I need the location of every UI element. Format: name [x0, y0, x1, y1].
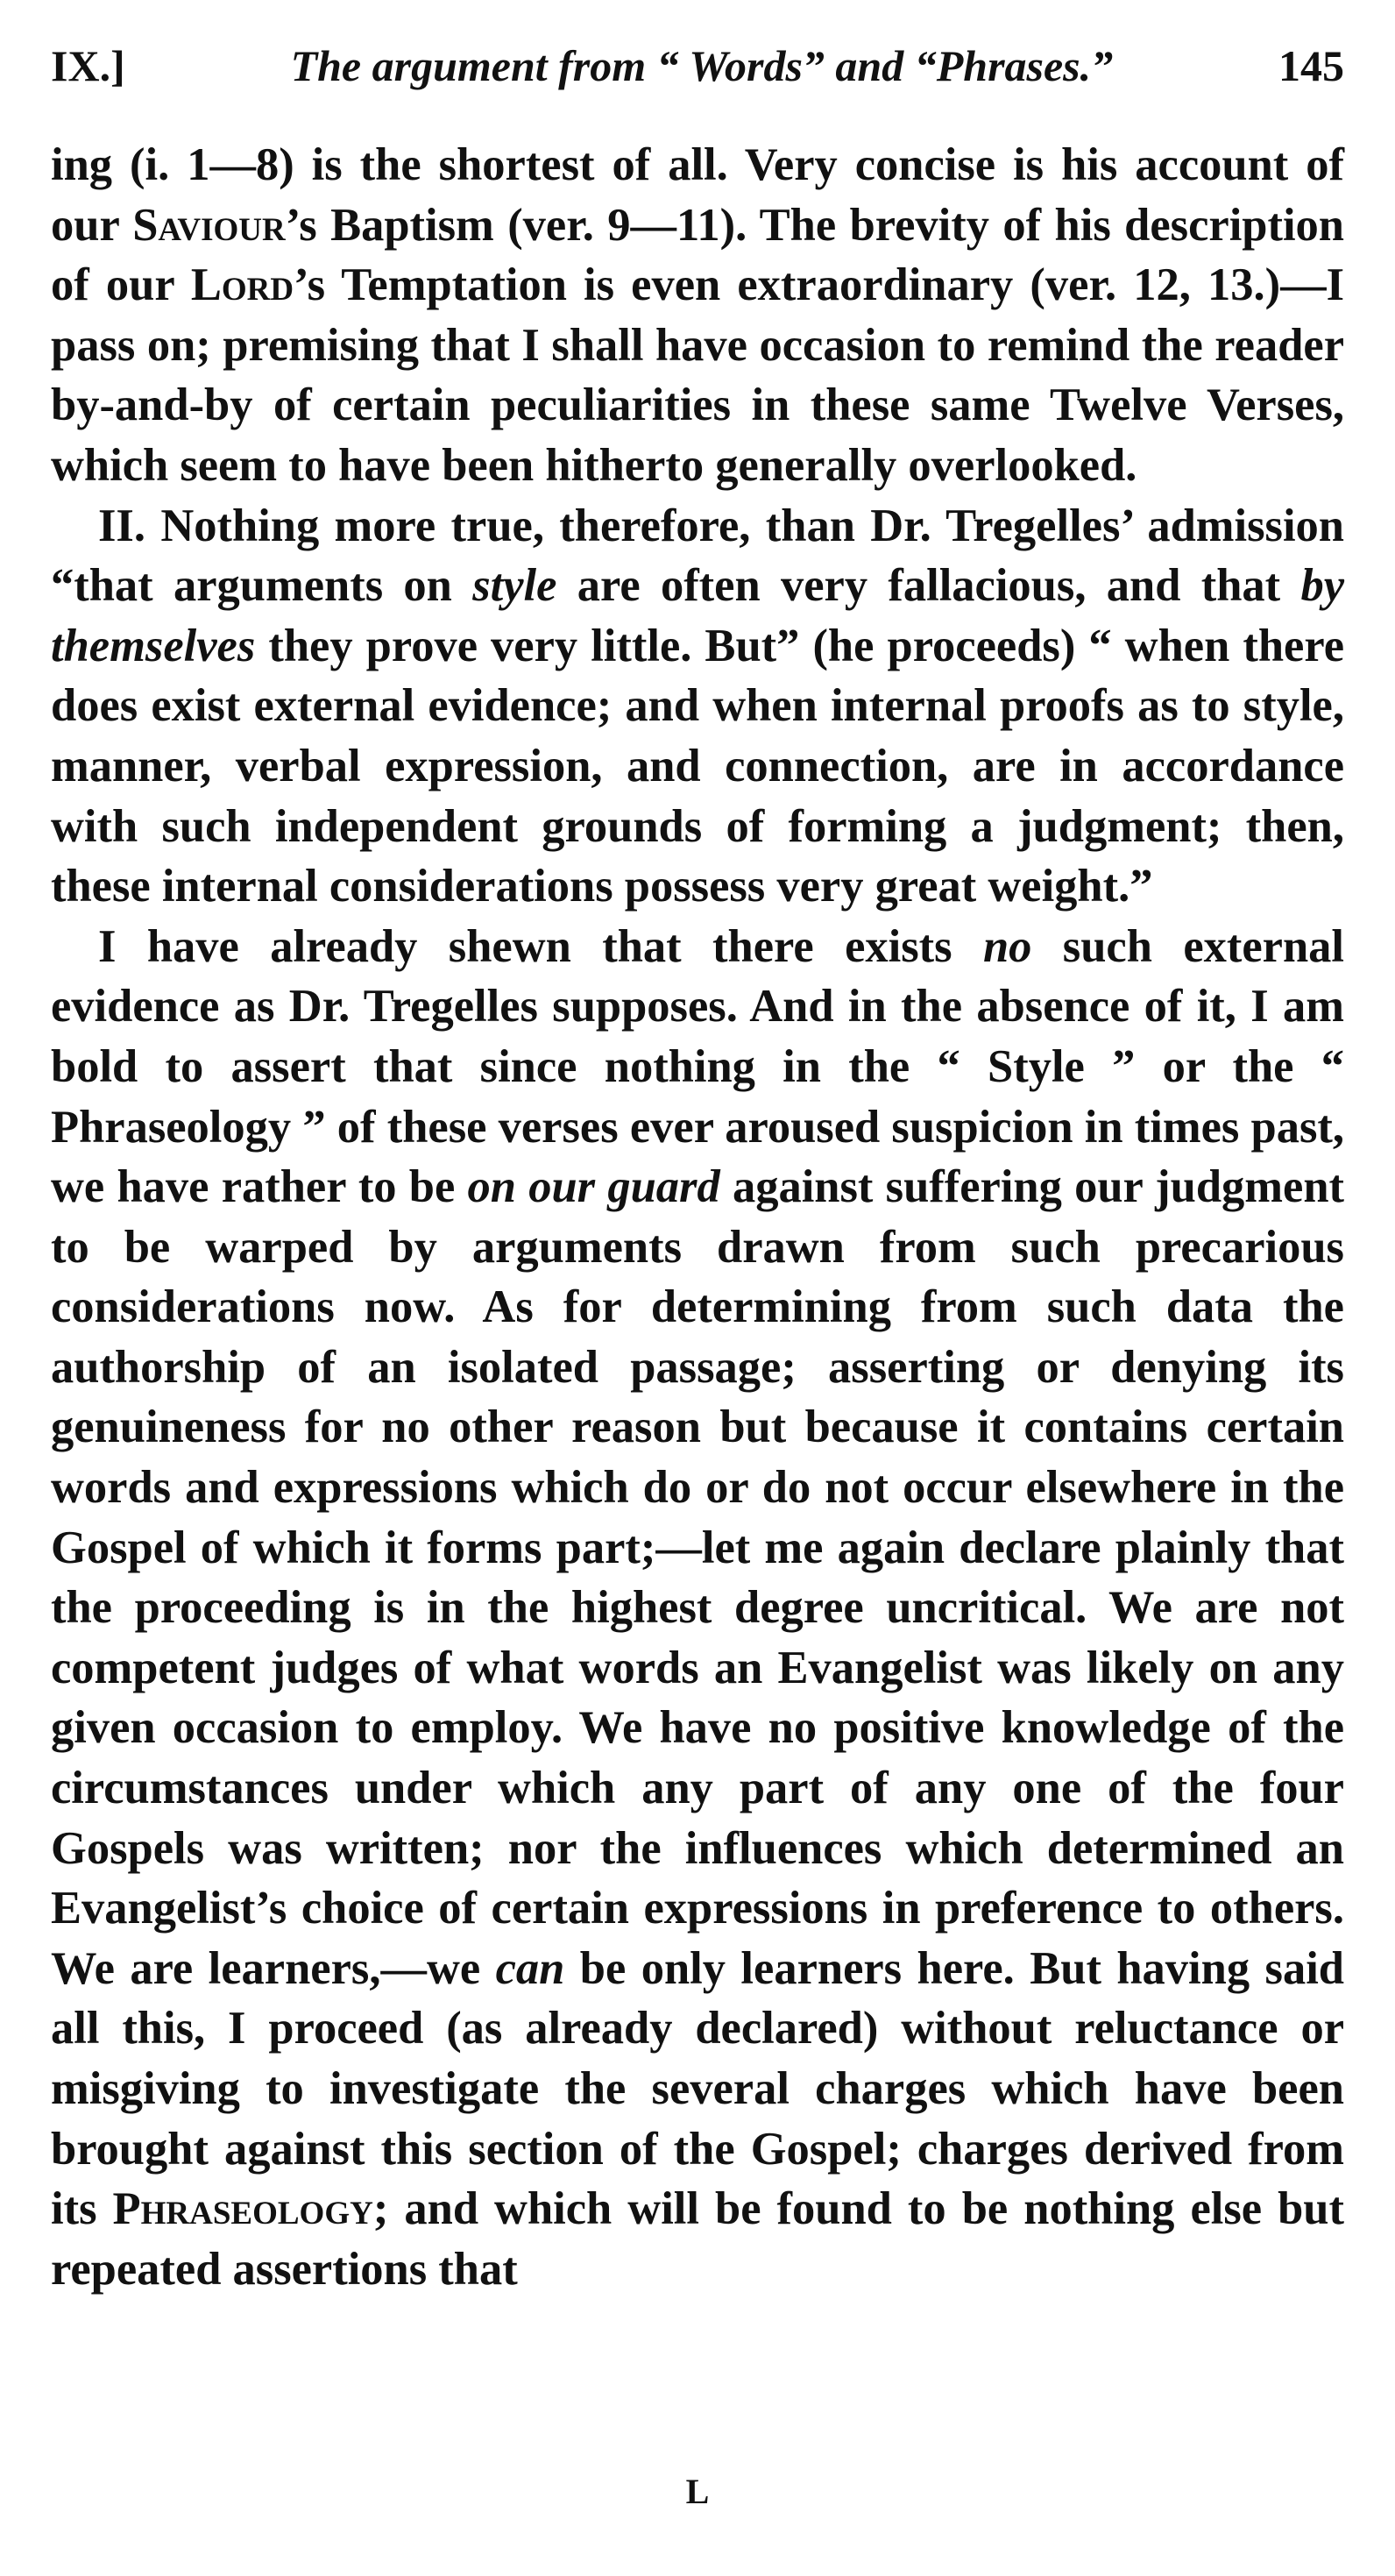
text-run: II. Nothing more true, therefore, than Dr. Tregelles’ admission “that arguments on	[51, 500, 1344, 612]
body-text	[51, 135, 1344, 2299]
italic-run: style	[472, 560, 557, 612]
text-run: ; and which will be found to be nothing else but repeated assertions that	[51, 2183, 1344, 2295]
text-run: be only learners here. But having said all this, I proceed (as already declared) without reluctance or misgiving to investigate the several charges which have been brought against this section of the Gospel; charges derived from its	[51, 1942, 1344, 2235]
small-caps-run: Phraseology	[112, 2183, 373, 2235]
page-number: 145	[1278, 41, 1344, 90]
running-head	[51, 33, 1344, 98]
chapter-number: IX.]	[51, 41, 125, 90]
text-run: such external evidence as Dr. Tregelles supposes. And in the absence of it, I am bold to assert that since nothing in the “ Style ” or the “ Phraseology ” of these verses ever aroused suspicion in times past, we have rather to be	[51, 920, 1344, 1213]
italic-run: on our guard	[467, 1161, 720, 1213]
italic-run: no	[982, 920, 1032, 972]
paragraph-1	[51, 135, 1344, 496]
italic-run: by themselves	[51, 560, 1344, 671]
text-run: they prove very little. But” (he proceeds) “ when there does exist external evidence; and when internal proofs as to style, manner, verbal expression, and connection, are in accordance with such independent grounds of forming a judgment; then, these internal considerations possess very great weight.”	[51, 620, 1344, 912]
text-run: I have already shewn that there exists	[98, 920, 983, 972]
small-caps-run: Saviour	[132, 199, 286, 251]
running-title: The argument from “ Words” and “Phrases.”	[290, 41, 1114, 90]
text-run: against suffering our judgment to be warped by arguments drawn from such precarious considerations now. As for determining from such data the authorship of an isolated passage; asserting or denying its genuineness for no other reason but because it contains certain words and expressions which do or do not occur elsewhere in the Gospel of which it forms part;—let me again declare plainly that the proceeding is in the highest degree uncritical. We are not competent judges of what words an Evangelist was likely on any given occasion to employ. We have no positive knowledge of the circumstances under which any part of any one of the four Gospels was written; nor the influences which determined an Evangelist’s choice of certain expressions in preference to others. We are learners,—we	[51, 1161, 1344, 1994]
paragraph-3	[51, 917, 1344, 2300]
text-run: ing (i. 1—8) is the shortest of all. Very concise is his account of our	[51, 139, 1344, 251]
signature-mark: L	[685, 2472, 710, 2511]
small-caps-run: Lord	[190, 259, 294, 311]
text-run: are often very fallacious, and that	[556, 560, 1301, 612]
text-run: ’s Baptism (ver. 9—11). The brevity of his description of our	[51, 199, 1344, 311]
text-run: ’s Temptation is even extraordinary (ver. 12, 13.)—I pass on; premising that I shall have occasion to remind the reader by-and-by of certain peculiarities in these same Twelve Verses, which seem to have been hitherto generally overlooked.	[51, 259, 1344, 491]
book-page	[51, 33, 1344, 2540]
italic-run: can	[495, 1942, 565, 1994]
paragraph-2	[51, 496, 1344, 917]
